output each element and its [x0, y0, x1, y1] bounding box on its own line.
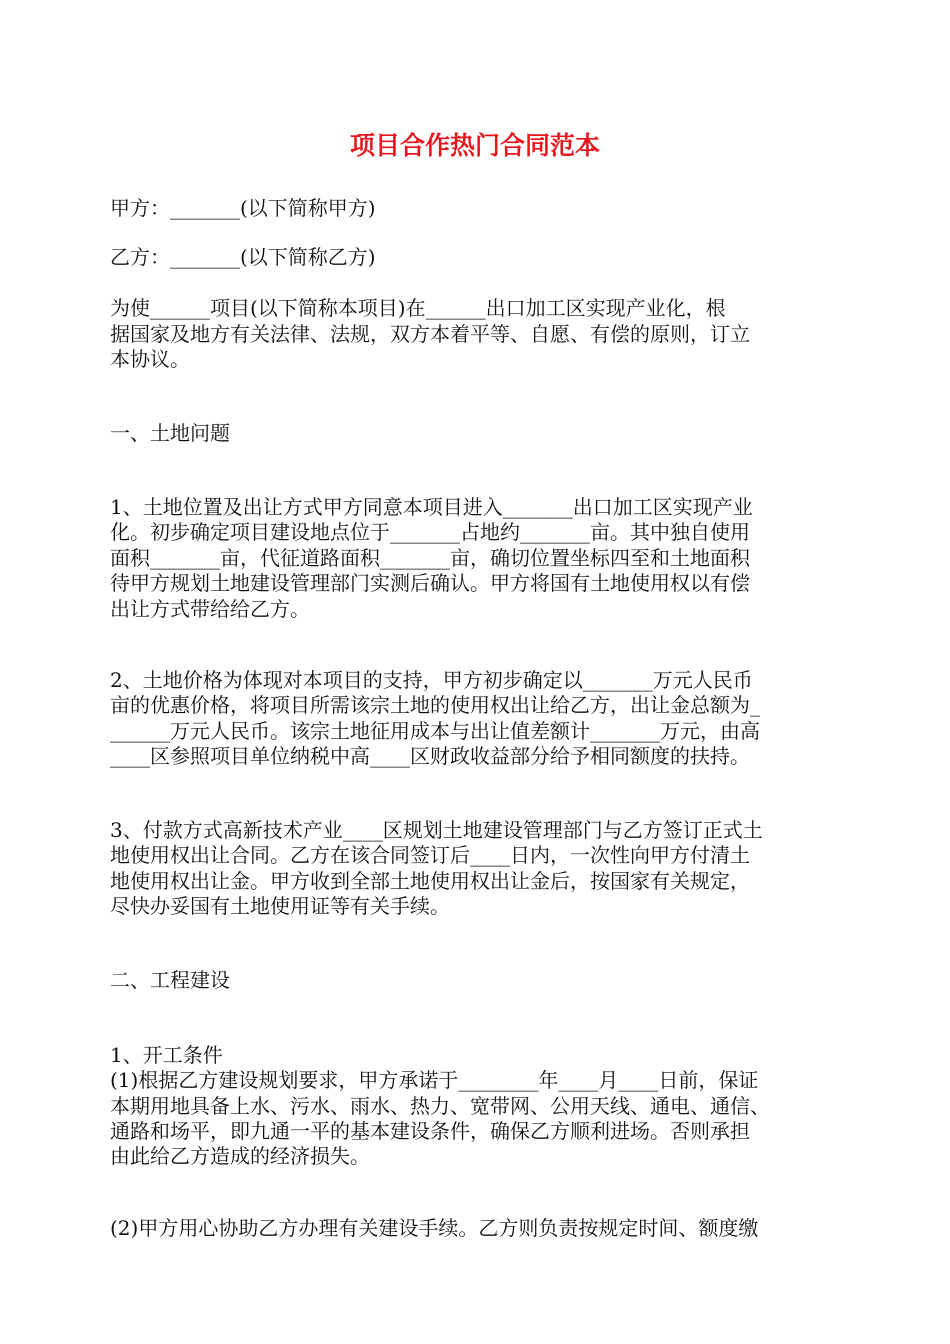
clause-2-line: 2、土地价格为体现对本项目的支持，甲方初步确定以_______万元人民币: [110, 668, 753, 692]
intro-line: 为使______项目(以下简称本项目)在______出口加工区实现产业化，根: [110, 296, 726, 320]
clause-2-line: ____区参照项目单位纳税中高____区财政收益部分给予相同额度的扶持。: [110, 744, 750, 768]
clause-1-line: 出让方式带给给乙方。: [110, 597, 310, 621]
section-heading-construction: 二、工程建设: [110, 968, 230, 992]
item-1-line: 本期用地具备上水、污水、雨水、热力、宽带网、公用天线、通电、通信、: [110, 1094, 770, 1118]
party-a-line: 甲方：_______(以下简称甲方): [110, 196, 376, 220]
intro-line: 本协议。: [110, 347, 190, 371]
clause-1-line: 1、土地位置及出让方式甲方同意本项目进入_______出口加工区实现产业: [110, 495, 753, 519]
clause-3-line: 尽快办妥国有土地使用证等有关手续。: [110, 894, 450, 918]
party-b-line: 乙方：_______(以下简称乙方): [110, 245, 376, 269]
clause-3-line: 地使用权出让合同。乙方在该合同签订后____日内，一次性向甲方付清土: [110, 843, 750, 867]
clause-1-line: 化。初步确定项目建设地点位于_______占地约_______亩。其中独自使用: [110, 520, 750, 544]
item-1-line: 由此给乙方造成的经济损失。: [110, 1144, 370, 1168]
clause-3-line: 地使用权出让金。甲方收到全部土地使用权出让金后，按国家有关规定，: [110, 869, 750, 893]
clause-2-line: ______万元人民币。该宗土地征用成本与出让值差额计_______万元，由高: [110, 719, 760, 743]
clause-1-line: 面积_______亩，代征道路面积_______亩，确切位置坐标四至和土地面积: [110, 546, 750, 570]
section-heading-land: 一、土地问题: [110, 421, 230, 445]
subsection-heading: 1、开工条件: [110, 1043, 223, 1067]
document-title: 项目合作热门合同范本: [349, 131, 600, 160]
clause-1-line: 待甲方规划土地建设管理部门实测后确认。甲方将国有土地使用权以有偿: [110, 571, 750, 595]
item-1-line: (1)根据乙方建设规划要求，甲方承诺于________年____月____日前，保证: [110, 1068, 759, 1092]
intro-line: 据国家及地方有关法律、法规，双方本着平等、自愿、有偿的原则，订立: [110, 322, 750, 346]
clause-2-line: 亩的优惠价格，将项目所需该宗土地的使用权出让给乙方，出让金总额为_: [110, 693, 760, 717]
clause-3-line: 3、付款方式高新技术产业____区规划土地建设管理部门与乙方签订正式土: [110, 818, 763, 842]
item-1-line: 通路和场平，即九通一平的基本建设条件，确保乙方顺利进场。否则承担: [110, 1119, 750, 1143]
item-2-line: (2)甲方用心协助乙方办理有关建设手续。乙方则负责按规定时间、额度缴: [110, 1216, 759, 1240]
